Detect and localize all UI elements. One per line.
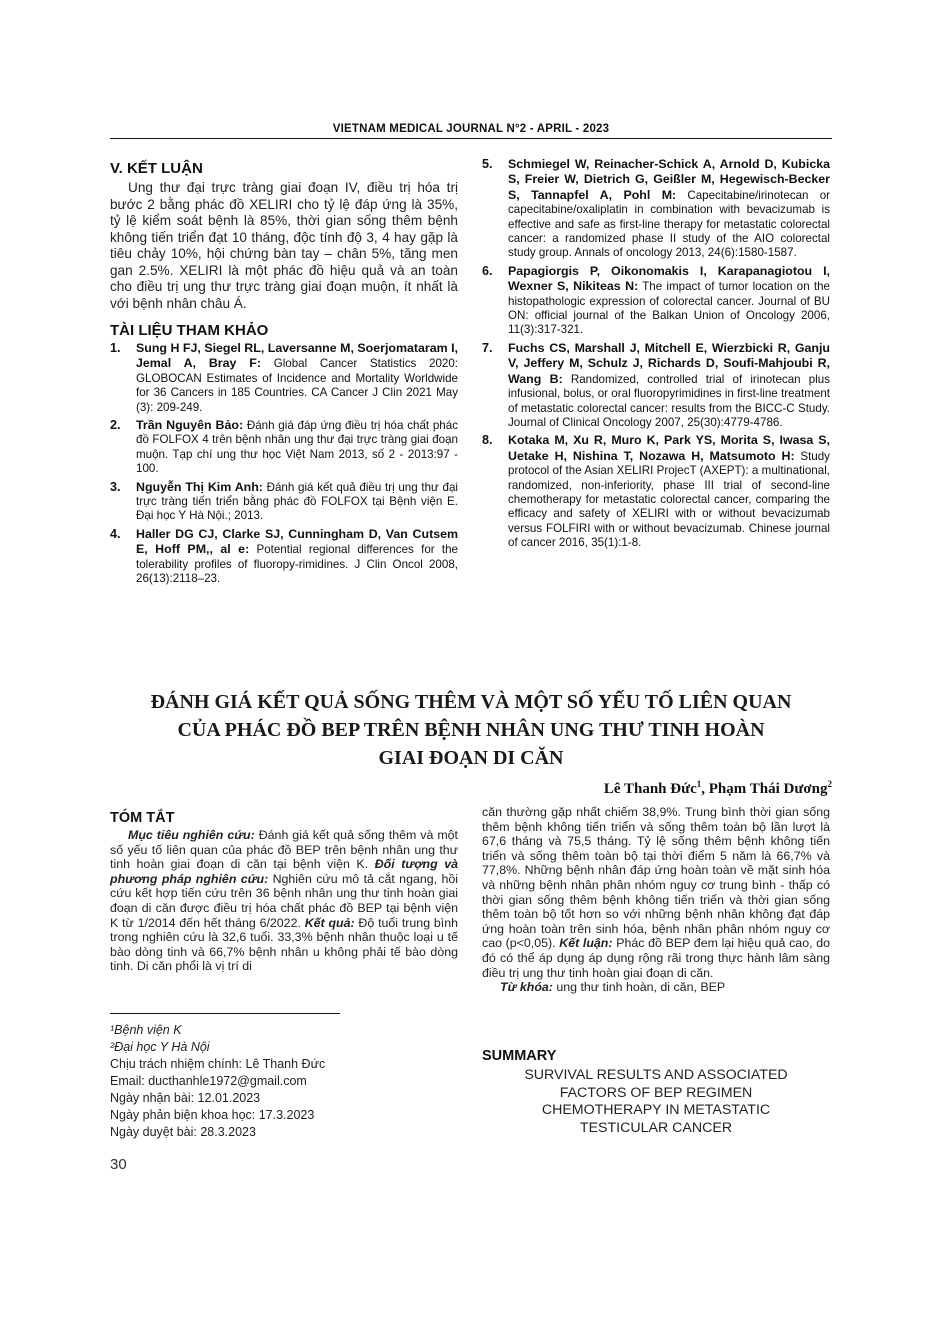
keywords	[482, 980, 830, 995]
reference-text: Đánh giá đáp ứng điều trị hóa chất phác đồ FOLFOX 4 trên bệnh nhân ung thư đại trực tràng giai đoạn muộn. Tạp chí ung thư học Việt Nam 2013, số 2 - 2013:97 - 100.	[136, 419, 459, 476]
summary-heading: SUMMARY	[482, 1048, 557, 1064]
reference-item	[482, 341, 830, 430]
reference-number: 3.	[110, 479, 121, 494]
abstract-right-column	[482, 805, 830, 995]
reference-number: 8.	[482, 433, 493, 448]
title-line: ĐÁNH GIÁ KẾT QUẢ SỐNG THÊM VÀ MỘT SỐ YẾU TỐ LIÊN QUAN	[150, 691, 792, 713]
summary-title	[482, 1067, 830, 1137]
reference-authors: Haller DG CJ, Clarke SJ, Cunningham D, Van Cutsem E, Hoff PM,, al e:	[136, 526, 458, 557]
reference-list-left	[110, 341, 458, 587]
summary-title-line: FACTORS OF BEP REGIMEN	[559, 1084, 753, 1101]
abstract-fragment: Độ tuổi trung bình trong nghiên cứu là 32,6 tuổi. 33,3% bệnh nhân thuộc loại u tế bào dòng tinh và 66,7% bệnh nhân u không phải tế bào dòng tinh. Di căn phổi là vị trí di	[110, 915, 458, 974]
footnote-received: Ngày nhận bài: 12.01.2023	[110, 1091, 261, 1105]
footnote-corresponding: Chịu trách nhiệm chính: Lê Thanh Đức	[110, 1057, 326, 1071]
reference-authors: Fuchs CS, Marshall J, Mitchell E, Wierzbicki R, Ganju V, Jeffery M, Schulz J, Richards D, Soufi-Mahjoubi R, Wang B:	[508, 340, 830, 386]
reference-authors: Kotaka M, Xu R, Muro K, Park YS, Morita S, Iwasa S, Uetake H, Nishina T, Nozawa H, Matsumoto H:	[508, 433, 830, 463]
reference-item	[482, 157, 830, 261]
author-name: Phạm Thái Dương	[708, 781, 828, 797]
footnote-reviewed: Ngày phản biện khoa học: 17.3.2023	[110, 1108, 315, 1122]
keywords-label: Từ khóa:	[500, 980, 553, 995]
author-name: Lê Thanh Đức	[603, 781, 697, 797]
reference-number: 5.	[482, 157, 493, 171]
author-affiliation-mark: 2	[827, 779, 832, 789]
reference-number: 6.	[482, 263, 493, 278]
reference-number: 1.	[110, 341, 121, 355]
reference-number: 4.	[110, 526, 121, 541]
footnote-affiliation: ²Đại học Y Hà Nội	[110, 1040, 210, 1054]
reference-authors: Schmiegel W, Reinacher-Schick A, Arnold D, Kubicka S, Freier W, Dietrich G, Geißler M, Hegewisch-Becker S, Tannapfel A, Pohl M:	[508, 157, 830, 202]
abstract-label: Đối tượng và phương pháp nghiên cứu:	[110, 857, 458, 886]
reference-number: 2.	[110, 418, 121, 433]
reference-text: The impact of tumor location on the histopathologic expression of colorectal cancer. Journal of BU ON: official journal of the Balkan Union of Oncology 2006, 11(3):317-321.	[508, 280, 830, 337]
footnote-affiliation: ¹Bệnh viện K	[110, 1023, 182, 1037]
reference-text: Capecitabine/irinotecan or capecitabine/oxaliplatin in combination with bevacizumab is effective and safe as first-line therapy for metastatic colorectal cancer: a randomized phase II study of the AIO colorectal study group. Annals of oncology 2013, 24(6):1580-1587.	[508, 188, 831, 260]
abstract-fragment: Phác đồ BEP đem lại hiệu quả cao, do đó có thể áp dụng áp dụng rộng rãi trong thực hành lâm sàng điều trị ung thư tinh hoàn giai đoạn di căn.	[482, 936, 830, 980]
page-number: 30	[110, 1156, 127, 1173]
reference-item	[110, 418, 458, 477]
abstract-text	[110, 828, 458, 974]
reference-authors: Nguyễn Thị Kim Anh:	[136, 479, 263, 494]
abstract-heading: TÓM TẮT	[110, 810, 175, 826]
journal-header: VIETNAM MEDICAL JOURNAL N°2 - APRIL - 2023	[332, 123, 610, 135]
reference-item	[110, 527, 458, 587]
abstract-left-column	[110, 810, 458, 974]
reference-text: Potential regional differences for the tolerability profiles of fluoropy-rimidines. J Clin Oncol 2008, 26(13):2118–23.	[136, 543, 458, 586]
conclusion-heading: V. KẾT LUẬN	[110, 160, 203, 177]
reference-authors: Trần Nguyên Bảo:	[136, 418, 244, 433]
title-line: CỦA PHÁC ĐỒ BEP TRÊN BỆNH NHÂN UNG THƯ TINH HOÀN	[177, 719, 765, 741]
reference-text: Global Cancer Statistics 2020: GLOBOCAN Estimates of Incidence and Mortality Worldwide for 36 Cancers in 185 Countries. CA Cancer J Clin 2021 May (3): 209-249.	[136, 357, 459, 414]
abstract-label: Kết quả:	[304, 915, 355, 930]
abstract-label: Kết luận:	[559, 936, 613, 951]
reference-text: Randomized, controlled trial of irinotecan plus infusional, bolus, or oral fluoropyrimidines in first-line treatment of metastatic colorectal cancer: results from the BICC-C Study. Journal of Clinical Oncology 2007, 25(30):4779-4786.	[508, 372, 831, 429]
reference-text: Study protocol of the Asian XELIRI ProjecT (AXEPT): a multinational, randomized, non-inferiority, phase III trial of second-line chemotherapy for metastatic colorectal cancer, comparing the efficacy and safety of XELIRI with or without bevacizumab versus FOLFIRI with or without bevacizumab. Chinese journal of cancer 2016, 35(1):1-8.	[508, 449, 830, 550]
abstract-text-continued	[482, 805, 830, 980]
summary-title-line: SURVIVAL RESULTS AND ASSOCIATED	[524, 1067, 788, 1083]
reference-item	[110, 341, 458, 415]
reference-item	[110, 480, 458, 524]
reference-list-right	[482, 157, 830, 551]
reference-item	[482, 264, 830, 338]
prev-article-left-column	[110, 160, 458, 590]
article-title	[110, 688, 832, 772]
summary-title-line: TESTICULAR CANCER	[579, 1119, 733, 1136]
keywords-text: ung thư tinh hoàn, di căn, BEP	[552, 980, 726, 995]
reference-authors: Sung H FJ, Siegel RL, Laversanne M, Soerjomataram I, Jemal A, Bray F:	[136, 341, 458, 371]
reference-item	[482, 433, 830, 550]
abstract-fragment: Nghiên cứu mô tả cắt ngang, hồi cứu kết hợp tiến cứu trên 36 bệnh nhân ung thư tinh hoàn giai đoạn di căn được điều trị hóa chất phác đồ BEP tại bệnh viện K từ 1/2014 đến hết tháng 6/2022.	[110, 871, 458, 930]
reference-text: Đánh giá kết quả điều trị ung thư đại trực tràng tiến triển bằng phác đồ FOLFOX tại Bệnh viện E. Đại học Y Hà Nội.; 2013.	[136, 480, 458, 523]
title-line: GIAI ĐOẠN DI CĂN	[378, 747, 564, 769]
author-line	[604, 779, 832, 798]
abstract-fragment: căn thường gặp nhất chiếm 38,9%. Trung bình thời gian sống thêm bệnh không tiến triển và sống thêm toàn bộ lần lượt là 67,6 tháng và 75,5 tháng. Tỷ lệ sống thêm bệnh không tiến triển và sống thêm toàn bộ tại thời điểm 5 năm là 66,7% và 77,8%. Những bệnh nhân đáp ứng hoàn toàn về mặt sinh hóa và những bệnh nhân phân nhóm nguy cơ trung bình - thấp có thời gian sống thêm bệnh không tiến triển và thời gian sống thêm toàn bộ tốt hơn so với những bệnh nhân không đạt đáp ứng hoàn toàn trên sinh hóa, bệnh nhân phân nhóm nguy cơ cao (p<0,05).	[482, 805, 830, 951]
footnote-accepted: Ngày duyệt bài: 28.3.2023	[110, 1125, 256, 1139]
header-rule	[110, 138, 832, 139]
summary-title-line: CHEMOTHERAPY IN METASTATIC	[541, 1102, 771, 1118]
conclusion-text: Ung thư đại trực tràng giai đoạn IV, điều trị hóa trị bước 2 bằng phác đồ XELIRI cho tỷ lệ đáp ứng là 35%, tỷ lệ kiểm soát bệnh là 85%, thời gian sống thêm bệnh không tiến triển đạt 10 tháng, độc tính độ 3, 4 hay gặp là tiêu chảy 10%, hội chứng bàn tay – chân 5%, tăng men gan 2.5%. XELIRI là một phác đồ hiệu quả và an toàn cho điều trị ung thư trực tràng giai đoạn muộn, ít nhất là với bệnh nhân châu Á.	[110, 180, 458, 311]
abstract-label: Mục tiêu nghiên cứu:	[128, 828, 255, 842]
footnote-email: Email: ducthanhle1972@gmail.com	[110, 1074, 307, 1088]
prev-article-right-column	[482, 157, 830, 554]
abstract-fragment: Đánh giá kết quả sống thêm và một số yếu tố liên quan của phác đồ BEP trên bệnh nhân ung thư tinh hoàn giai đoạn di căn tại bệnh viện K.	[110, 828, 458, 872]
references-heading: TÀI LIỆU THAM KHẢO	[110, 322, 269, 339]
footnote-rule	[110, 1013, 340, 1014]
author-affiliation-mark: 1	[696, 779, 702, 789]
reference-authors: Papagiorgis P, Oikonomakis I, Karapanagiotou I, Wexner S, Nikiteas N:	[508, 263, 830, 294]
footnotes	[110, 1022, 458, 1141]
reference-number: 7.	[482, 340, 493, 355]
author-separator: ,	[701, 781, 709, 797]
